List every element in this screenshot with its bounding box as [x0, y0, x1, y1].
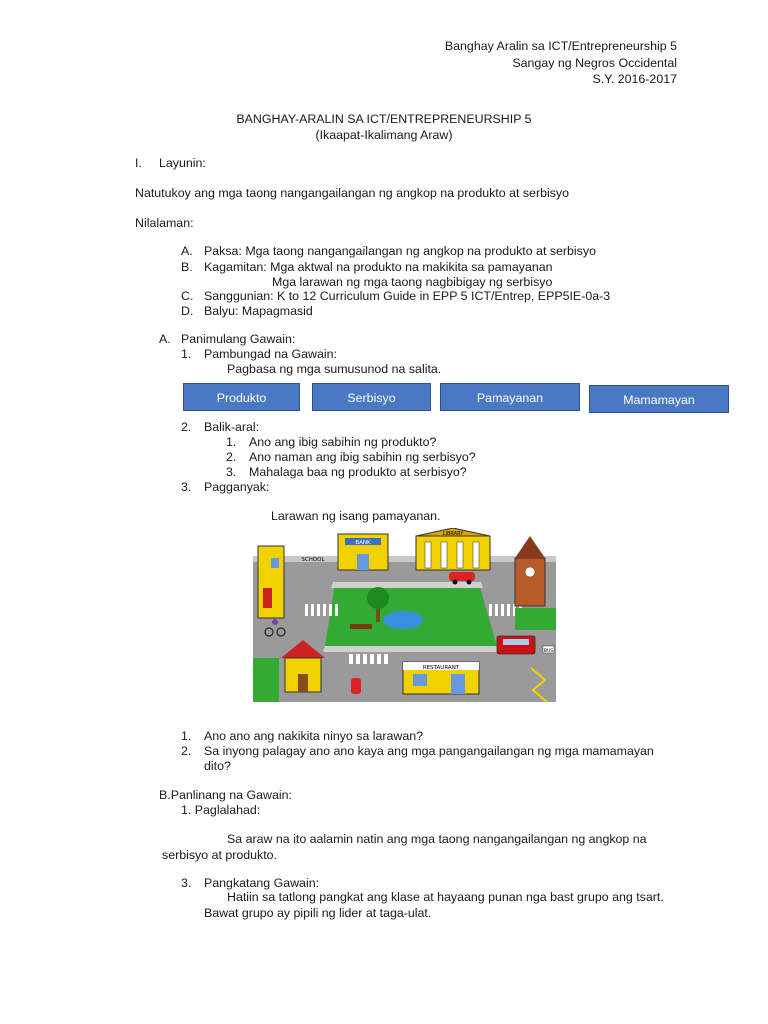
grass-right [515, 608, 556, 630]
question-number: 1. [226, 435, 237, 449]
picture-caption: Larawan ng isang pamayanan. [271, 509, 441, 523]
bank-door [357, 554, 369, 570]
bench [350, 624, 372, 629]
question-text: Ano naman ang ibig sabihin ng serbisyo? [249, 450, 476, 464]
paragraph-line: serbisyo at produkto. [162, 848, 278, 862]
school-door [263, 588, 272, 608]
house-door [298, 674, 308, 692]
section-letter: A. [159, 332, 171, 346]
list-item: Paksa: Mga taong nangangailangan ng angkop na produkto at serbisyo [204, 244, 596, 258]
restaurant-door [451, 674, 465, 694]
list-letter: B. [181, 260, 193, 274]
word-box-mamamayan: Mamamayan [589, 385, 729, 413]
step-label: Pambungad na Gawain: [204, 347, 337, 361]
motorbike [351, 678, 361, 694]
cyclist [272, 619, 278, 625]
section-number: I. [135, 156, 142, 170]
section-heading-layunin: Layunin: [159, 156, 206, 170]
crosswalk-stripe [323, 604, 326, 616]
school-window [271, 558, 279, 568]
paragraph-line: Hatiin sa tatlong pangkat ang klase at hayaang punan nga bast grupo ang tsart. [227, 890, 664, 904]
paragraph-line: Bawat grupo ay pipili ng lider at taga-ulat. [204, 906, 432, 920]
sign-bank: BANK [355, 540, 371, 546]
paragraph-line: Sa araw na ito aalamin natin ang mga taong nangangailangan ng angkop na [227, 832, 647, 846]
question-text: Ano ang ibig sabihin ng produkto? [249, 435, 437, 449]
crosswalk-stripe [311, 604, 314, 616]
crosswalk-stripe [305, 604, 308, 616]
sidewalk-top [253, 556, 556, 562]
step-label: Pagganyak: [204, 480, 270, 494]
question-text: Sa inyong palagay ano ano kaya ang mga pangangailangan ng mga mamamayan [204, 744, 654, 758]
step-number: 2. [181, 420, 192, 434]
header-line-1: Banghay Aralin sa ICT/Entrepreneurship 5 [444, 39, 677, 53]
crosswalk-stripe [384, 654, 388, 664]
library-column [457, 542, 463, 568]
library-column [425, 542, 431, 568]
crosswalk-stripe [363, 654, 367, 664]
header-line-2: Sangay ng Negros Occidental [512, 56, 677, 70]
crosswalk-stripe [329, 604, 332, 616]
list-item: Sanggunian: K to 12 Curriculum Guide in EPP 5 ICT/Entrep, EPP5IE-0a-3 [204, 289, 611, 303]
nilalaman-heading: Nilalaman: [135, 216, 194, 230]
section-heading-panimula: Panimulang Gawain: [181, 332, 296, 346]
plaza-curb-bottom [323, 646, 499, 652]
crosswalk-stripe [349, 654, 353, 664]
document-title: BANGHAY-ARALIN SA ICT/ENTREPRENEURSHIP 5 [236, 112, 532, 126]
question-continuation: dito? [204, 759, 231, 773]
question-text: Mahalaga baa ng produkto at serbisyo? [249, 465, 467, 479]
step-number: 3. [181, 480, 192, 494]
crosswalk-stripe [489, 604, 492, 616]
grass-corner [253, 658, 279, 702]
car-wheel [467, 580, 472, 585]
step-number: 3. [181, 876, 192, 890]
question-text: Ano ano ang nakikita ninyo sa larawan? [204, 729, 424, 743]
header-line-3: S.Y. 2016-2017 [592, 72, 677, 86]
document-subtitle: (Ikaapat-Ikalimang Araw) [315, 128, 453, 142]
library-column [441, 542, 447, 568]
crosswalk-stripe [317, 604, 320, 616]
crosswalk-stripe [356, 654, 360, 664]
step-instruction: Pagbasa ng mga sumusunod na salita. [227, 362, 442, 376]
crosswalk-stripe [335, 604, 338, 616]
question-number: 2. [226, 450, 237, 464]
list-item: Kagamitan: Mga aktwal na produkto na makikita sa pamayanan [204, 260, 553, 274]
objective-text: Natutukoy ang mga taong nangangailangan ng angkop na produkto at serbisyo [135, 186, 569, 200]
restaurant-window [413, 674, 427, 686]
list-item: Mga larawan ng mga taong nagbibigay ng serbisyo [272, 275, 553, 289]
red-car [449, 572, 475, 581]
word-box-serbisyo: Serbisyo [312, 383, 431, 411]
step-number: 1. [181, 347, 192, 361]
section-heading-panlinang: B.Panlinang na Gawain: [159, 788, 292, 802]
question-number: 2. [181, 744, 192, 758]
tree-canopy [367, 587, 389, 609]
crosswalk-stripe [507, 604, 510, 616]
car-wheel [453, 580, 458, 585]
sign-school: SCHOOL [301, 557, 325, 563]
sign-bus: BUS [543, 649, 554, 654]
community-illustration [253, 528, 556, 702]
list-letter: D. [181, 304, 194, 318]
bus-window [503, 639, 529, 645]
plaza-curb [331, 582, 483, 588]
step-label: Balik-aral: [204, 420, 260, 434]
crosswalk-stripe [377, 654, 381, 664]
church [515, 558, 545, 606]
step-label: 1. Paglalahad: [181, 803, 261, 817]
crosswalk-stripe [370, 654, 374, 664]
list-item: Balyu: Mapagmasid [204, 304, 313, 318]
crosswalk-stripe [495, 604, 498, 616]
pond [383, 611, 423, 629]
question-number: 3. [226, 465, 237, 479]
crosswalk-stripe [501, 604, 504, 616]
step-label: Pangkatang Gawain: [204, 876, 320, 890]
word-box-produkto: Produkto [183, 383, 300, 411]
question-number: 1. [181, 729, 192, 743]
word-box-pamayanan: Pamayanan [440, 383, 580, 411]
sign-restaurant: RESTAURANT [422, 665, 460, 671]
list-letter: A. [181, 244, 193, 258]
library-column [473, 542, 479, 568]
church-clock [525, 567, 535, 577]
sign-library: LIBRARY [442, 531, 464, 537]
list-letter: C. [181, 289, 194, 303]
